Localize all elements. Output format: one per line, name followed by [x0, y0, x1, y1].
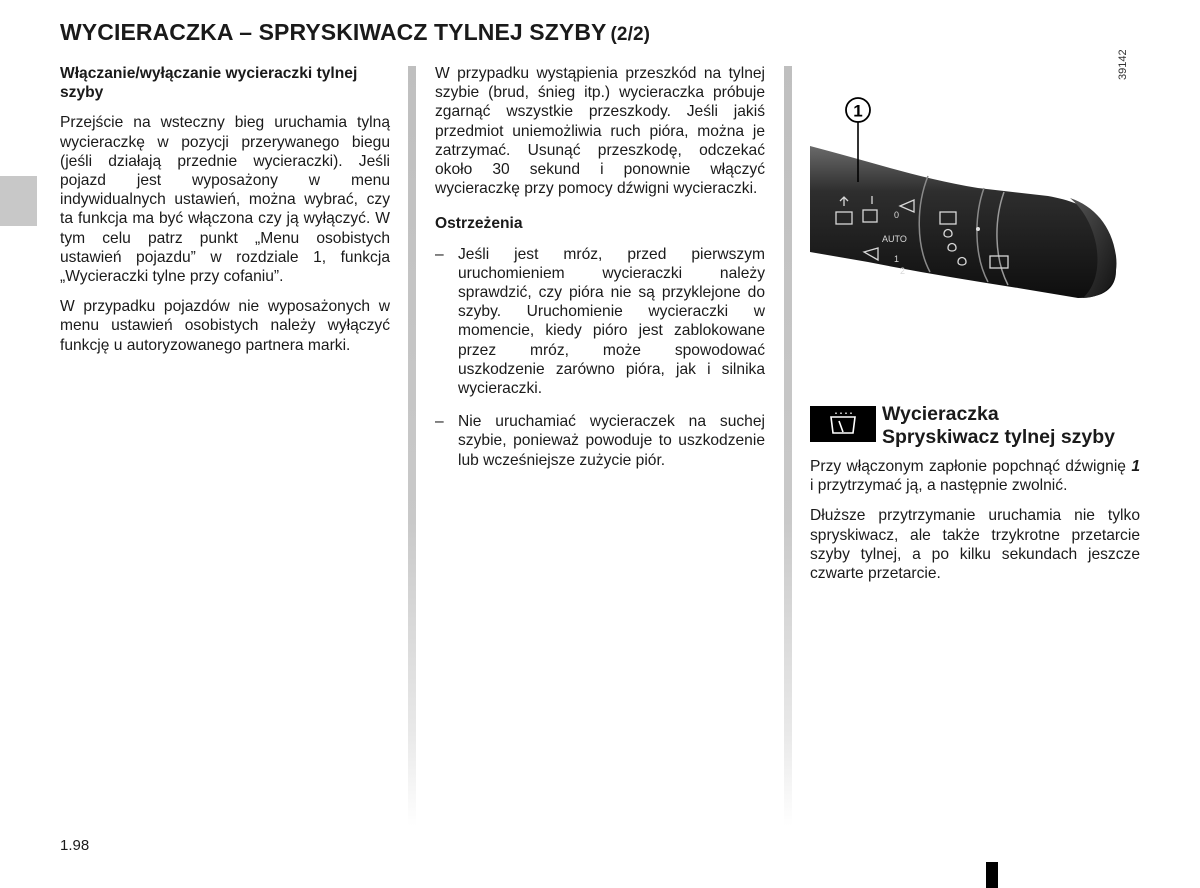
paragraph-no-menu: W przypadku pojazdów nie wyposażonych w menu ustawień osobistych należy wyłączyć funkcję u autoryzowanego partnera marki. — [60, 298, 390, 354]
stalk-label-1: 1 — [894, 254, 900, 264]
figure-code: 39142 — [1117, 49, 1129, 80]
paragraph-push-lever — [810, 457, 1140, 495]
corner-crop-mark — [986, 862, 998, 888]
wiper-stalk-illustration — [808, 66, 1148, 366]
section-title-line2: Spryskiwacz tylnej szyby — [882, 426, 1116, 448]
left-column — [60, 64, 390, 366]
bullet-dash: – — [435, 245, 444, 263]
warning-text-dry-glass: Nie uruchamiać wycieraczek na suchej szybie, ponieważ powoduje to uszkodzenie lub wcześniejsze zużycie piór. — [458, 413, 765, 469]
section-title-rear-wiper — [882, 403, 1115, 449]
paragraph-push-lever-part1: Przy włączonym zapłonie popchnąć dźwignię — [810, 458, 1132, 475]
stalk-label-2: 2 — [900, 266, 906, 276]
stalk-label-auto: AUTO — [882, 234, 907, 244]
wiper-stalk-figure — [808, 66, 1148, 366]
section-heading-wiper-toggle: Włączanie/wyłączanie wycieraczki tylnej szyby — [60, 65, 358, 102]
page-number: 1.98 — [60, 837, 90, 854]
chapter-tab — [0, 176, 37, 226]
page-title-text: WYCIERACZKA – SPRYSKIWACZ TYLNEJ SZYBY — [60, 19, 607, 45]
column-divider-left — [408, 66, 416, 826]
warning-item — [435, 245, 765, 399]
middle-column — [435, 64, 765, 484]
paragraph-obstacles: W przypadku wystąpienia przeszkód na tylnej szybie (brud, śnieg itp.) wycieraczka próbuje zgarnąć wszystkie przeszkody. Jeśli jakiś przedmiot uniemożliwia ruch pióra, można je zatrzymać. Usunąć przeszkodę, odczekać około 30 sekund i ponownie włączyć wycieraczkę przy pomocy dźwigni wycieraczki. — [435, 65, 765, 198]
column-divider-right — [784, 66, 792, 826]
section-title-line1: Wycieraczka — [882, 403, 999, 425]
right-column-text — [810, 457, 1140, 594]
lever-number: 1 — [1131, 458, 1140, 475]
paragraph-reverse-gear: Przejście na wsteczny bieg uruchamia tylną wycieraczkę w pozycji przerywanego biegu (jeśli działają przednie wycieraczki). Jeśli pojazd jest wyposażony w menu indywidualnych ustawień, można wybrać, czy ta funkcja ma być włączona czy ją wyłączyć. W tym celu patrz punkt „Menu osobistych ustawień pojazdu” w rozdziale 1, funkcja „Wycieraczki tylne przy cofaniu”. — [60, 114, 390, 286]
warning-text-frost: Jeśli jest mróz, przed pierwszym uruchomieniem wycieraczki należy sprawdzić, czy pióra nie są przyklejone do szyby. Uruchomienie wycieraczki w momencie, kiedy pióro jest zablokowane przez mróz, może spowodować uszkodzenie zarówno pióra, jak i silnika wycieraczki. — [458, 245, 765, 398]
page-title — [60, 19, 650, 46]
bullet-dash: – — [435, 413, 444, 431]
warnings-heading: Ostrzeżenia — [435, 215, 523, 233]
rear-window-washer-glyph — [827, 411, 859, 437]
callout-number: 1 — [853, 101, 863, 121]
warning-item — [435, 412, 765, 470]
page-title-suffix: (2/2) — [610, 24, 651, 45]
stalk-label-0: 0 — [894, 210, 900, 220]
rear-window-washer-icon — [810, 406, 876, 442]
paragraph-push-lever-part2: i przytrzymać ją, a następnie zwolnić. — [810, 477, 1068, 495]
paragraph-long-hold: Dłuższe przytrzymanie uruchamia nie tylko spryskiwacz, ale także trzykrotne przetarcie szyby tylnej, a po kilku sekundach jeszcze czwarte przetarcie. — [810, 507, 1140, 583]
